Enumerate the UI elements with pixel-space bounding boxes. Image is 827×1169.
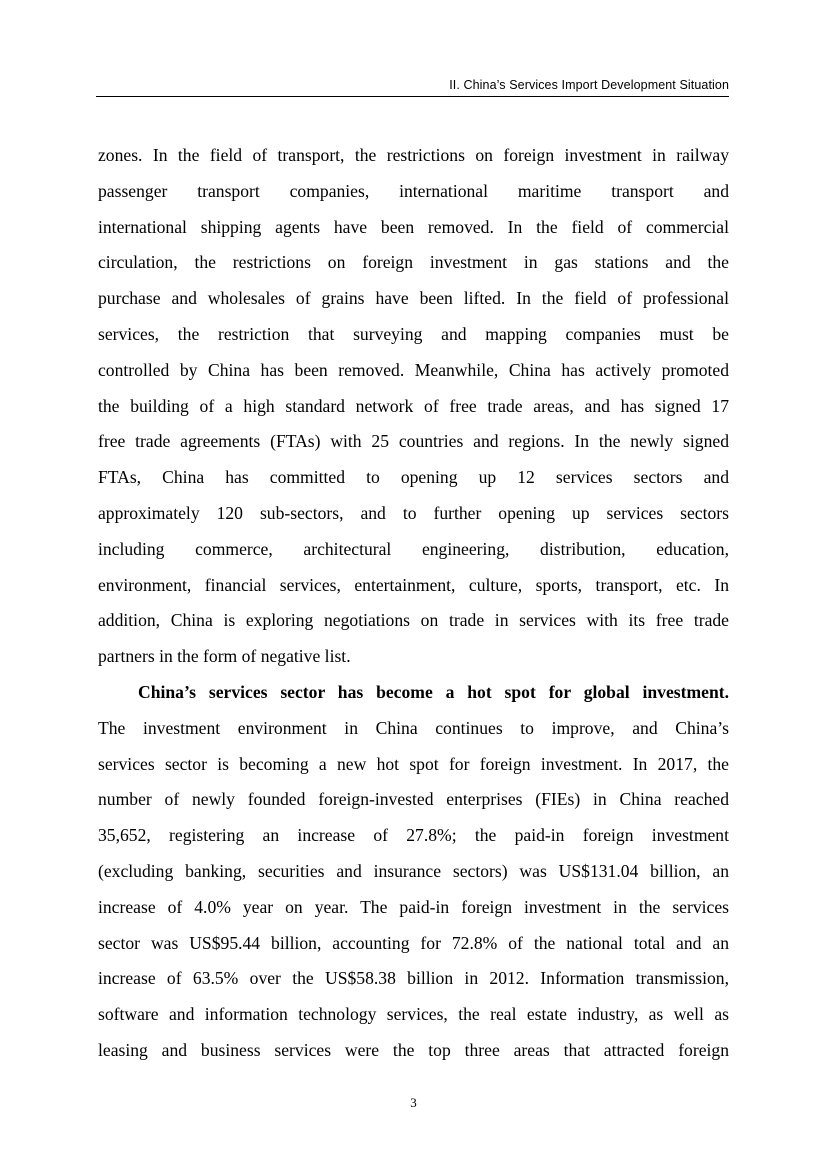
paragraph-investment-hot-spot xyxy=(98,675,729,1069)
text-line: approximately 120 sub-sectors, and to further opening up services sectors xyxy=(98,502,729,523)
text-line: software and information technology services, the real estate industry, as well as xyxy=(98,1004,729,1025)
text-line: purchase and wholesales of grains have been lifted. In the field of professional xyxy=(98,288,729,309)
text-line: free trade agreements (FTAs) with 25 countries and regions. In the newly signed xyxy=(98,431,729,452)
body-text xyxy=(98,138,729,1069)
text-line: controlled by China has been removed. Meanwhile, China has actively promoted xyxy=(98,359,729,380)
text-line: increase of 63.5% over the US$58.38 billion in 2012. Information transmission, xyxy=(98,968,729,989)
running-header-title: II. China’s Services Import Development Situation xyxy=(449,78,729,92)
text-line: The investment environment in China continues to improve, and China’s xyxy=(98,717,729,738)
text-line: international shipping agents have been removed. In the field of commercial xyxy=(98,216,729,237)
paragraph-opening-restrictions xyxy=(98,138,729,675)
text-line: environment, financial services, entertainment, culture, sports, transport, etc. In xyxy=(98,574,729,595)
text-line: services sector is becoming a new hot spot for foreign investment. In 2017, the xyxy=(98,753,729,774)
text-line: including commerce, architectural engineering, distribution, education, xyxy=(98,538,729,559)
page-number: 3 xyxy=(410,1095,417,1110)
text-line: 35,652, registering an increase of 27.8%; the paid-in foreign investment xyxy=(98,825,729,846)
text-line: sector was US$95.44 billion, accounting for 72.8% of the national total and an xyxy=(98,932,729,953)
text-line: passenger transport companies, international maritime transport and xyxy=(98,180,729,201)
text-line: services, the restriction that surveying and mapping companies must be xyxy=(98,323,729,344)
text-line: (excluding banking, securities and insurance sectors) was US$131.04 billion, an xyxy=(98,860,729,881)
text-line: addition, China is exploring negotiations on trade in services with its free trade xyxy=(98,610,729,631)
text-line: FTAs, China has committed to opening up 12 services sectors and xyxy=(98,467,729,488)
text-line: circulation, the restrictions on foreign investment in gas stations and the xyxy=(98,252,729,273)
text-line: increase of 4.0% year on year. The paid-in foreign investment in the services xyxy=(98,896,729,917)
running-header xyxy=(96,76,729,97)
paragraph-lead-sentence: China’s services sector has become a hot spot for global investment. xyxy=(138,681,729,702)
text-line: the building of a high standard network of free trade areas, and has signed 17 xyxy=(98,395,729,416)
text-line: partners in the form of negative list. xyxy=(98,646,351,667)
text-line: zones. In the field of transport, the restrictions on foreign investment in railway xyxy=(98,145,729,165)
text-line: number of newly founded foreign-invested enterprises (FIEs) in China reached xyxy=(98,789,729,810)
text-line: leasing and business services were the top three areas that attracted foreign xyxy=(98,1039,729,1060)
